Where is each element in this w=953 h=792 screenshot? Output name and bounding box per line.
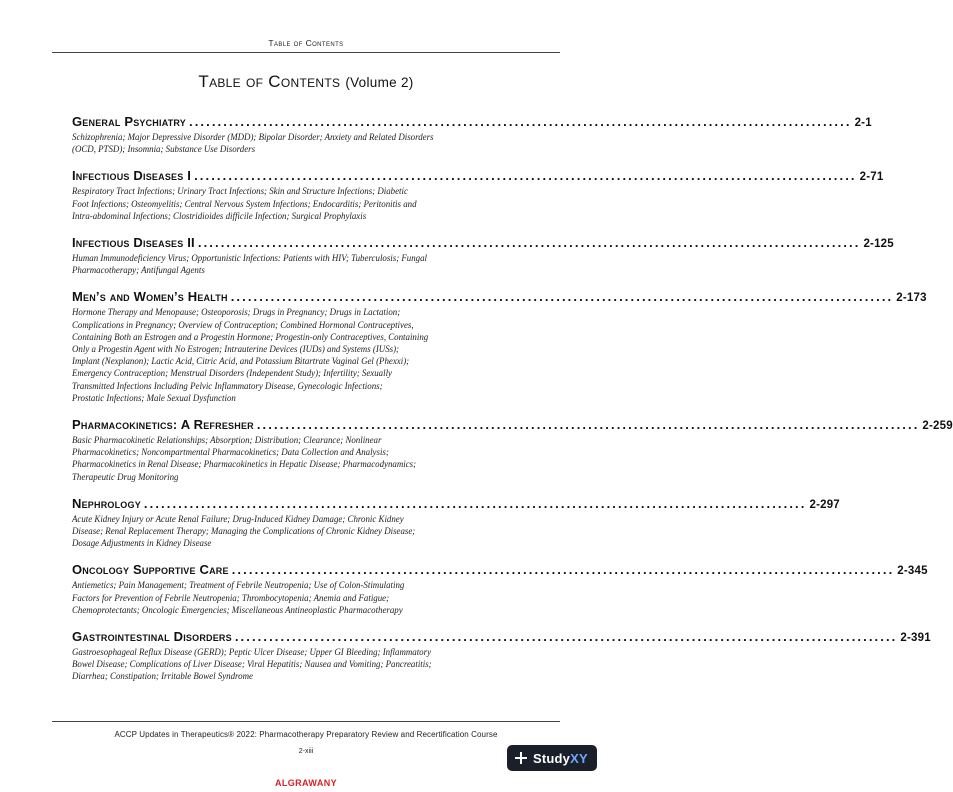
toc-entry-heading[interactable] (72, 114, 872, 131)
toc-entry-page[interactable]: 2-345 (897, 565, 928, 578)
footer-rule (52, 721, 560, 722)
toc-desc-line: Diarrhea; Constipation; Irritable Bowel Syndrome (72, 671, 253, 682)
toc-entry-heading[interactable] (72, 629, 931, 646)
toc-leader-dots: .................................................................................................................... (230, 289, 894, 305)
toc-desc-line: Bowel Disease; Complications of Liver Disease; Viral Hepatitis; Nausea and Vomiting; Pancreatitis; (72, 659, 432, 670)
page-title-main: Table of Contents (198, 72, 341, 91)
toc-desc-line: Human Immunodeficiency Virus; Opportunistic Infections: Patients with HIV; Tuberculosis; Fungal (72, 253, 428, 264)
toc-entry-description (72, 646, 542, 683)
toc-entry-page[interactable]: 2-1 (854, 117, 872, 129)
studyxy-badge[interactable] (507, 745, 597, 771)
toc-entry-description (72, 579, 542, 616)
toc-desc-line: Schizophrenia; Major Depressive Disorder (MDD); Bipolar Disorder; Anxiety and Related Disorders (72, 132, 434, 142)
watermark: ALGRAWANY (274, 778, 338, 788)
toc-entry-title[interactable]: Infectious Diseases II (72, 235, 195, 251)
toc-leader-dots: .................................................................................................................... (197, 235, 861, 251)
toc-entry-page[interactable]: 2-173 (896, 292, 927, 305)
toc-desc-line: Factors for Prevention of Febrile Neutropenia; Thrombocytopenia; Anemia and Fatigue; (72, 592, 390, 603)
toc-leader-dots: .................................................................................................................... (189, 114, 852, 129)
toc-desc-line: Pharmacokinetics; Noncompartmental Pharmacokinetics; Data Collection and Analysis; (72, 447, 389, 458)
toc-entry[interactable] (72, 114, 872, 155)
toc-entry-page[interactable]: 2-71 (859, 171, 884, 184)
toc-desc-line: Dosage Adjustments in Kidney Disease (72, 538, 212, 549)
toc-desc-line: Prostatic Infections; Male Sexual Dysfunction (72, 392, 236, 403)
toc-desc-line: Disease; Renal Replacement Therapy; Managing the Complications of Chronic Kidney Disease; (72, 526, 416, 537)
toc-desc-line: Emergency Contraception; Menstrual Disorders (Independent Study); Infertility; Sexually (72, 368, 392, 379)
toc-entry-description (72, 185, 542, 222)
toc-entries (72, 114, 953, 696)
toc-entry-description (72, 434, 542, 483)
footer-course-title: ACCP Updates in Therapeutics® 2022: Pharmacotherapy Preparatory Review and Recertification Course (114, 730, 498, 739)
toc-entry-title[interactable]: Gastrointestinal Disorders (72, 629, 232, 645)
toc-desc-line: Respiratory Tract Infections; Urinary Tract Infections; Skin and Structure Infections; Diabetic (72, 186, 408, 197)
toc-desc-line: Therapeutic Drug Monitoring (72, 471, 179, 482)
toc-desc-line: Containing Both an Estrogen and a Progestin Hormone; Progestin-only Contraceptives, Containing (72, 331, 429, 342)
toc-entry[interactable] (72, 562, 928, 616)
toc-desc-line: Antiemetics; Pain Management; Treatment of Febrile Neutropenia; Use of Colon-Stimulating (72, 580, 405, 591)
toc-entry-description (72, 131, 542, 155)
toc-desc-line: Transmitted Infections Including Pelvic Inflammatory Disease, Gynecologic Infections; (72, 380, 383, 391)
toc-entry-heading[interactable] (72, 289, 927, 306)
toc-entry-page[interactable]: 2-125 (863, 238, 894, 251)
toc-entry-description (72, 252, 542, 276)
toc-leader-dots: .................................................................................................................... (231, 562, 895, 578)
toc-desc-line: Gastroesophageal Reflux Disease (GERD); Peptic Ulcer Disease; Upper GI Bleeding; Inflammatory (72, 647, 432, 658)
page-title-volume: (Volume 2) (345, 75, 414, 90)
toc-entry-heading[interactable] (72, 495, 840, 513)
toc-leader-dots: .................................................................................................................... (256, 417, 920, 433)
badge-label (533, 751, 588, 766)
toc-desc-line: Complications in Pregnancy; Overview of Contraception; Combined Hormonal Contraceptives, (72, 319, 414, 330)
toc-entry-title[interactable]: Infectious Diseases I (72, 168, 192, 184)
toc-leader-dots: .................................................................................................................... (194, 168, 857, 184)
toc-entry-title[interactable]: General Psychiatry (72, 114, 186, 129)
toc-entry-title[interactable]: Pharmacokinetics: A Refresher (72, 417, 254, 433)
running-header: Table of Contents (268, 38, 344, 48)
toc-desc-line: Pharmacotherapy; Antifungal Agents (72, 265, 205, 276)
toc-entry-description (72, 306, 542, 404)
plus-icon (515, 752, 527, 764)
toc-leader-dots: .................................................................................................................... (234, 629, 898, 645)
toc-entry-title[interactable]: Oncology Supportive Care (72, 562, 229, 578)
toc-entry-page[interactable]: 2-391 (900, 632, 931, 645)
toc-desc-line: Basic Pharmacokinetic Relationships; Absorption; Distribution; Clearance; Nonlinear (72, 435, 382, 446)
toc-entry-page[interactable]: 2-297 (809, 498, 840, 511)
header-rule (52, 52, 560, 53)
toc-desc-line: Only a Progestin Agent with No Estrogen; Intrauterine Devices (IUDs) and Systems (IUSs); (72, 344, 399, 355)
badge-text-xy: XY (570, 750, 588, 766)
toc-leader-dots: .................................................................................................................... (143, 495, 807, 511)
page-number: 2-xiii (298, 748, 314, 755)
toc-entry-page[interactable]: 2-259 (922, 420, 953, 433)
toc-desc-line: Acute Kidney Injury or Acute Renal Failure; Drug-Induced Kidney Damage; Chronic Kidney (72, 513, 404, 524)
toc-entry-heading[interactable] (72, 168, 884, 185)
page-title (0, 72, 612, 92)
toc-entry-heading[interactable] (72, 417, 953, 434)
toc-entry-title[interactable]: Men’s and Women’s Health (72, 289, 228, 305)
toc-entry[interactable] (72, 495, 840, 550)
toc-desc-line: (OCD, PTSD); Insomnia; Substance Use Disorders (72, 144, 256, 155)
toc-entry[interactable] (72, 235, 894, 276)
toc-entry[interactable] (72, 629, 931, 683)
toc-desc-line: Foot Infections; Osteomyelitis; Central Nervous System Infections; Endocarditis; Peritonitis and (72, 198, 417, 209)
toc-entry[interactable] (72, 289, 927, 404)
badge-text-study: Study (533, 750, 571, 766)
toc-desc-line: Intra-abdominal Infections; Clostridioides difficile Infection; Surgical Prophylaxis (72, 210, 367, 221)
toc-desc-line: Hormone Therapy and Menopause; Osteoporosis; Drugs in Pregnancy; Drugs in Lactation; (72, 307, 401, 318)
toc-desc-line: Chemoprotectants; Oncologic Emergencies; Miscellaneous Antineoplastic Pharmacotherapy (72, 604, 403, 615)
toc-entry[interactable] (72, 168, 884, 222)
toc-entry-heading[interactable] (72, 235, 894, 252)
toc-entry[interactable] (72, 417, 953, 483)
toc-entry-description (72, 513, 542, 550)
toc-entry-title[interactable]: Nephrology (72, 495, 141, 511)
toc-entry-heading[interactable] (72, 562, 928, 579)
toc-desc-line: Implant (Nexplanon); Lactic Acid, Citric Acid, and Potassium Bitartrate Vaginal Gel (Phexxi); (72, 356, 410, 367)
toc-desc-line: Pharmacokinetics in Renal Disease; Pharmacokinetics in Hepatic Disease; Pharmacodynamics; (72, 459, 417, 470)
